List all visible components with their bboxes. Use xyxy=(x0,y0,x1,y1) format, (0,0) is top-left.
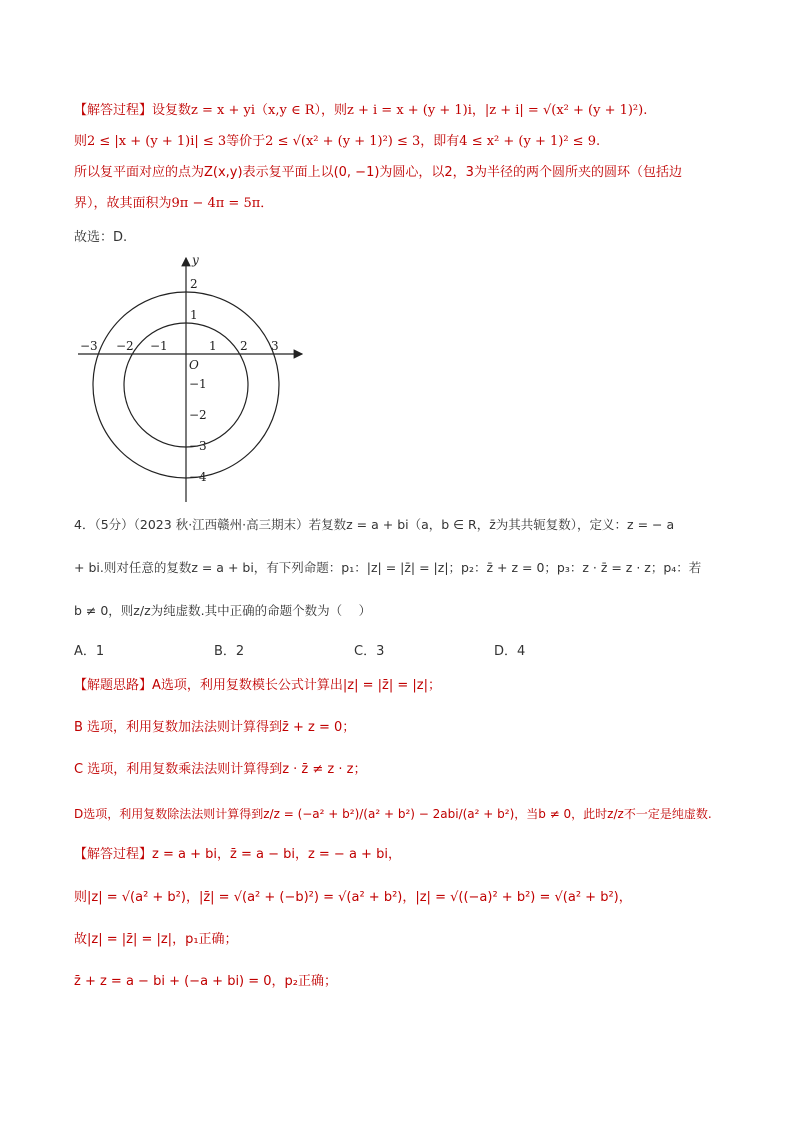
q4-line-1: 4．（5分）（2023 秋·江西赣州·高三期末）若复数z = a + bi（a，b ∈ R，z̄为其共轭复数），定义：z = − a xyxy=(74,517,675,532)
y-tick-label: −2 xyxy=(189,408,207,422)
option-b: B．2 xyxy=(214,644,245,659)
x-tick-label: −1 xyxy=(150,339,168,353)
y-tick-label: −1 xyxy=(189,377,207,391)
y-tick-label: 2 xyxy=(190,277,198,291)
x-tick-label: 1 xyxy=(209,339,217,353)
option-d: D．4 xyxy=(494,644,526,659)
y-tick-label: 1 xyxy=(190,308,198,322)
solution-line-4: 界），故其面积为9π − 4π = 5π． xyxy=(74,196,274,211)
solution2-line-1 xyxy=(74,846,401,864)
circle-figure xyxy=(70,250,320,510)
q4-line-3: b ≠ 0，则z/z为纯虚数.其中正确的命题个数为（ ） xyxy=(74,603,372,618)
solution2-tag: 【解答过程】 xyxy=(74,847,153,862)
y-axis-label: y xyxy=(192,253,199,267)
y-tick-label: −3 xyxy=(189,439,207,453)
thinking-line-d: D选项，利用复数除法法则计算得到z/z = (−a² + b²)/(a² + b²) − 2abi/(a² + b²)，当b ≠ 0，此时z/z不一定是纯虚数. xyxy=(74,807,712,821)
solution-line-3-text: 所以复平面对应的点为Z(x,y)表示复平面上以(0, −1)为圆心，以2，3为半径的两个圆所夹的圆环（包括边 xyxy=(74,165,682,180)
x-tick-label: −3 xyxy=(80,339,98,353)
y-tick-label: −4 xyxy=(189,470,207,484)
option-c: C．3 xyxy=(354,644,385,659)
solution2-s1: z = a + bi，z̄ = a − bi，z = − a + bi， xyxy=(152,847,401,862)
thinking-line-b: B 选项，利用复数加法法则计算得到z̄ + z = 0； xyxy=(74,720,356,735)
thinking-line-c: C 选项，利用复数乘法法则计算得到z · z̄ ≠ z · z； xyxy=(74,762,367,777)
solution2-line-2: 则|z| = √(a² + b²)，|z̄| = √(a² + (−b)²) = √(a² + b²)，|z| = √((−a)² + b²) = √(a² + b²)， xyxy=(74,890,632,905)
solution-text: 设复数z = x + yi（x,y ∈ R），则z + i = x + (y + 1)i，|z + i| = √(x² + (y + 1)²). xyxy=(152,103,648,118)
thinking-a-text: A选项，利用复数模长公式计算出|z| = |z̄| = |z|； xyxy=(152,678,441,693)
solution2-line-4: z̄ + z = a − bi + (−a + bi) = 0，p₂正确； xyxy=(74,974,338,989)
x-tick-label: 2 xyxy=(240,339,248,353)
thinking-tag: 【解题思路】 xyxy=(74,678,153,693)
q4-options xyxy=(74,643,634,661)
q4-line-2: + bi.则对任意的复数z = a + bi，有下列命题：p₁：|z| = |z̄| = |z|；p₂：z̄ + z = 0；p₃：z · z̄ = z · z；p₄：若 xyxy=(74,560,702,575)
option-a: A．1 xyxy=(74,644,105,659)
solution2-line-3: 故|z| = |z̄| = |z|，p₁正确； xyxy=(74,932,238,947)
solution-line-1 xyxy=(74,102,647,120)
x-tick-label: 3 xyxy=(271,339,279,353)
x-tick-label: −2 xyxy=(116,339,134,353)
solution-tag: 【解答过程】 xyxy=(74,103,153,118)
answer-line: 故选：D. xyxy=(74,230,128,245)
solution-line-3 xyxy=(74,164,682,182)
solution-line-2: 则2 ≤ |x + (y + 1)i| ≤ 3等价于2 ≤ √(x² + (y + 1)²) ≤ 3，即有4 ≤ x² + (y + 1)² ≤ 9. xyxy=(74,134,601,149)
origin-label: O xyxy=(189,358,199,372)
thinking-line-a xyxy=(74,677,441,695)
